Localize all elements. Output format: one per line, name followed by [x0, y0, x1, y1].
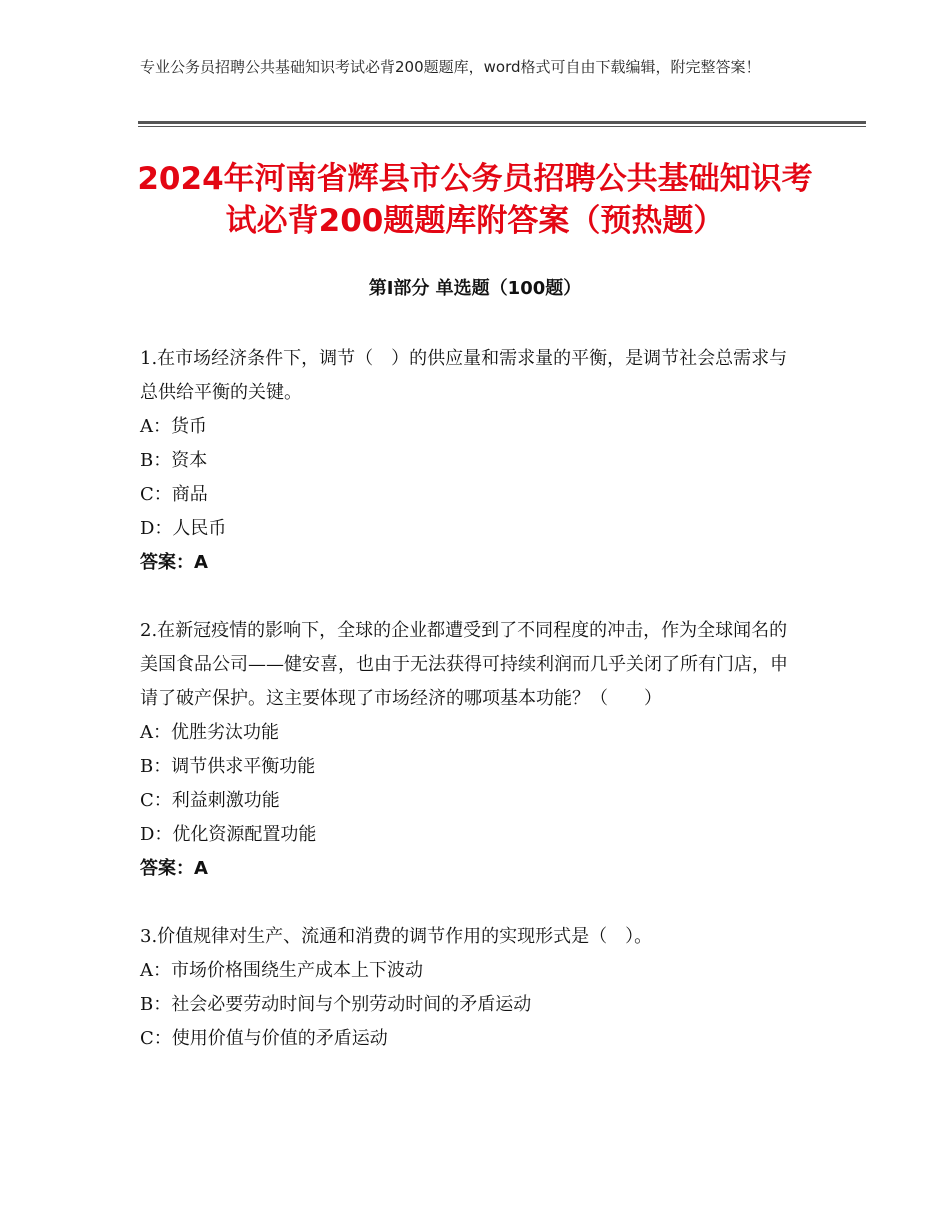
- header-note: 专业公务员招聘公共基础知识考试必背200题题库，word格式可自由下载编辑，附完整答案！: [140, 58, 761, 76]
- section-heading: 第Ⅰ部分 单选题（100题）: [368, 278, 582, 299]
- option-d: D：优化资源配置功能: [140, 824, 317, 845]
- option-a: A：市场价格围绕生产成本上下波动: [140, 960, 423, 981]
- question-2: [140, 614, 800, 886]
- header-rule-thick: [138, 121, 866, 124]
- answer: 答案：A: [140, 552, 208, 573]
- option-b: B：调节供求平衡功能: [140, 756, 316, 777]
- option-b: B：社会必要劳动时间与个别劳动时间的矛盾运动: [140, 994, 532, 1015]
- option-a: A：优胜劣汰功能: [140, 722, 279, 743]
- option-d: D：人民币: [140, 518, 227, 539]
- header-rule-thin: [138, 126, 866, 127]
- option-a: A：货币: [140, 416, 207, 437]
- question-stem: 1.在市场经济条件下，调节（ ）的供应量和需求量的平衡，是调节社会总需求与总供给平衡的关键。: [140, 348, 788, 403]
- option-b: B：资本: [140, 450, 208, 471]
- option-c: C：利益刺激功能: [140, 790, 280, 811]
- option-c: C：商品: [140, 484, 208, 505]
- question-list: [140, 342, 800, 1090]
- question-3: [140, 920, 800, 1056]
- answer: 答案：A: [140, 858, 208, 879]
- question-stem: 2.在新冠疫情的影响下，全球的企业都遭受到了不同程度的冲击，作为全球闻名的美国食品公司——健安喜，也由于无法获得可持续利润而几乎关闭了所有门店，申请了破产保护。这主要体现了市场经济的哪项基本功能？（ ）: [140, 620, 788, 709]
- question-1: [140, 342, 800, 580]
- option-c: C：使用价值与价值的矛盾运动: [140, 1028, 388, 1049]
- question-stem: 3.价值规律对生产、流通和消费的调节作用的实现形式是（ ）。: [140, 926, 653, 947]
- document-title: 2024年河南省辉县市公务员招聘公共基础知识考试必背200题题库附答案（预热题）: [137, 161, 813, 239]
